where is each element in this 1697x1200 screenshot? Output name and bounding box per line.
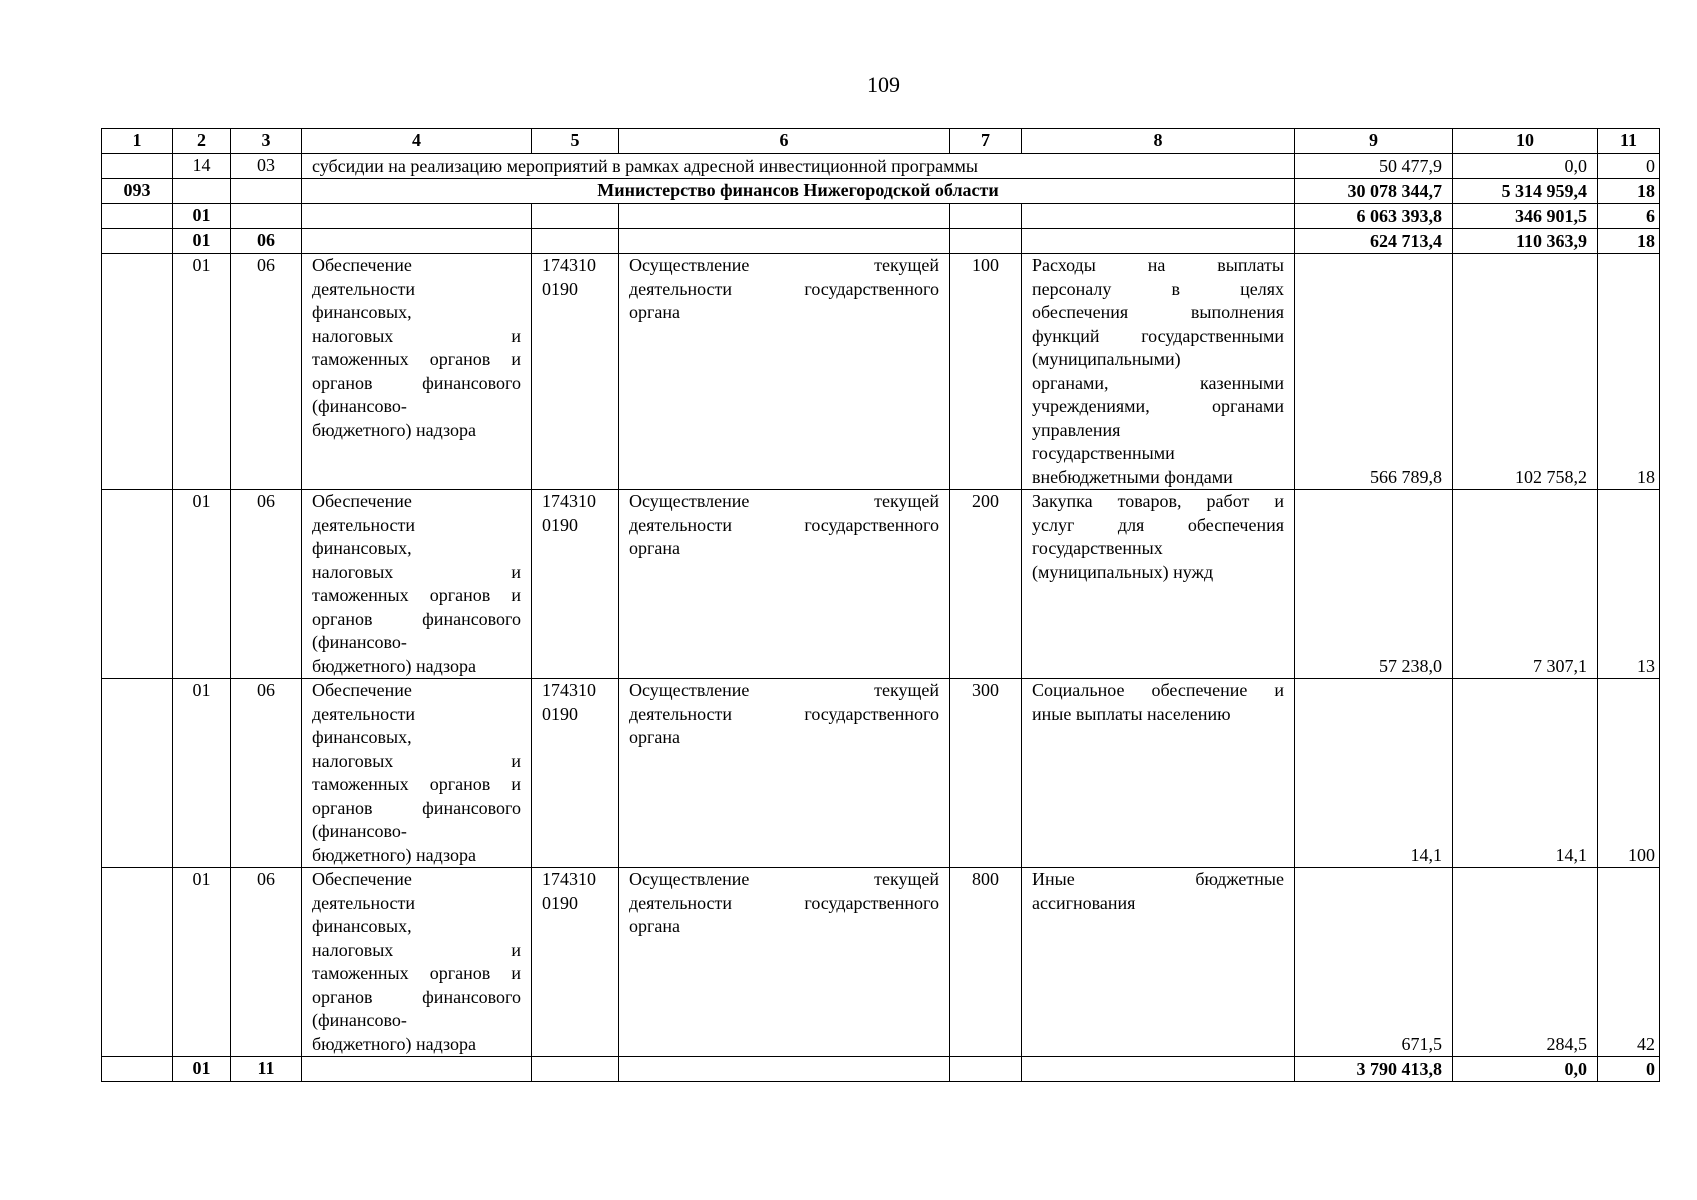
cell-amount-actual: 110 363,9 [1453, 229, 1598, 254]
text-line: Осуществление текущей [629, 869, 939, 889]
cell-amount-actual: 0,0 [1453, 154, 1598, 179]
cell-expense-description [1022, 868, 1295, 1057]
header-row [102, 129, 1660, 154]
cell-percent: 6 [1598, 204, 1660, 229]
column-header: 10 [1453, 129, 1598, 154]
cell-amount-actual: 0,0 [1453, 1057, 1598, 1082]
text-line: (финансово- [312, 396, 407, 416]
text-line: органов финансового [312, 797, 521, 818]
cell [173, 179, 231, 204]
table-row-subsection-0106 [102, 229, 1660, 254]
text-line: органа [629, 302, 680, 322]
cell-description: субсидии на реализацию мероприятий в рамках адресной инвестиционной программы [302, 154, 1295, 179]
cell-section: 01 [173, 204, 231, 229]
cell-activity [619, 490, 950, 679]
text-line: таможенных органов и [312, 774, 521, 794]
text-line: 0190 [542, 892, 578, 913]
text-line: иные выплаты населению [1032, 703, 1231, 724]
cell-percent: 18 [1598, 254, 1660, 490]
text-line: Обеспечение [312, 255, 412, 275]
cell [102, 154, 173, 179]
cell [302, 204, 532, 229]
cell-amount-actual: 14,1 [1453, 679, 1598, 868]
cell-subsection: 06 [231, 254, 302, 490]
text-line: таможенных органов и [312, 963, 521, 983]
cell [950, 1057, 1022, 1082]
table-row-ministry [102, 179, 1660, 204]
text-line: Закупка товаров, работ и [1032, 491, 1284, 511]
cell-amount-actual: 346 901,5 [1453, 204, 1598, 229]
cell-expense-type: 100 [950, 254, 1022, 490]
column-header: 6 [619, 129, 950, 154]
text-line: услуг для обеспечения [1032, 514, 1284, 535]
column-header: 4 [302, 129, 532, 154]
cell-amount-plan: 57 238,0 [1295, 490, 1453, 679]
cell [231, 204, 302, 229]
cell-subsection: 11 [231, 1057, 302, 1082]
cell [102, 679, 173, 868]
cell-subsection: 06 [231, 868, 302, 1057]
cell [1022, 229, 1295, 254]
table-row-subsidy [102, 154, 1660, 179]
cell-expense-description [1022, 490, 1295, 679]
text-line: функций государственными [1032, 325, 1284, 346]
cell-ministry-name: Министерство финансов Нижегородской области [302, 179, 1295, 204]
cell-activity [619, 679, 950, 868]
cell [302, 1057, 532, 1082]
text-line: персоналу в целях [1032, 278, 1284, 299]
cell-amount-plan: 6 063 393,8 [1295, 204, 1453, 229]
column-header: 7 [950, 129, 1022, 154]
text-line: Осуществление текущей [629, 255, 939, 275]
cell-subsection: 06 [231, 490, 302, 679]
cell [102, 490, 173, 679]
text-line: деятельности государственного [629, 703, 939, 724]
text-line: органа [629, 916, 680, 936]
text-line: 174310 [542, 680, 596, 700]
text-line: органами, казенными [1032, 372, 1284, 393]
text-line: бюджетного) надзора [312, 1033, 476, 1054]
column-header: 2 [173, 129, 231, 154]
cell-purpose [302, 868, 532, 1057]
text-line: (муниципальных) нужд [1032, 561, 1214, 582]
text-line: Иные бюджетные [1032, 869, 1284, 889]
text-line: деятельности [312, 278, 416, 299]
cell-activity [619, 868, 950, 1057]
cell-target-code [532, 868, 619, 1057]
cell-expense-description [1022, 679, 1295, 868]
cell-target-code [532, 679, 619, 868]
cell [950, 204, 1022, 229]
cell-percent: 18 [1598, 229, 1660, 254]
budget-table [101, 128, 1660, 1082]
cell-amount-plan: 566 789,8 [1295, 254, 1453, 490]
column-header: 1 [102, 129, 173, 154]
text-line: 0190 [542, 278, 578, 299]
cell-section: 01 [173, 868, 231, 1057]
text-line: деятельности государственного [629, 514, 939, 535]
cell [619, 1057, 950, 1082]
text-line: Обеспечение [312, 491, 412, 511]
cell-expense-type: 800 [950, 868, 1022, 1057]
cell [1022, 1057, 1295, 1082]
column-header: 9 [1295, 129, 1453, 154]
cell-amount-plan: 671,5 [1295, 868, 1453, 1057]
text-line: деятельности [312, 892, 416, 913]
text-line: органа [629, 727, 680, 747]
text-line: 174310 [542, 869, 596, 889]
text-line: (финансово- [312, 1010, 407, 1030]
cell-purpose [302, 679, 532, 868]
text-line: учреждениями, органами [1032, 396, 1284, 416]
text-line: таможенных органов и [312, 585, 521, 605]
text-line: (финансово- [312, 632, 407, 652]
cell [532, 204, 619, 229]
text-line: финансовых, [312, 538, 412, 558]
text-line: деятельности государственного [629, 892, 939, 913]
cell-amount-actual: 7 307,1 [1453, 490, 1598, 679]
cell [302, 229, 532, 254]
cell [102, 1057, 173, 1082]
cell-amount-actual: 102 758,2 [1453, 254, 1598, 490]
cell-activity [619, 254, 950, 490]
table-row-section-01 [102, 204, 1660, 229]
text-line: Расходы на выплаты [1032, 255, 1284, 275]
text-line: финансовых, [312, 302, 412, 322]
text-line: Обеспечение [312, 680, 412, 700]
text-line: бюджетного) надзора [312, 844, 476, 865]
cell-expense-type: 200 [950, 490, 1022, 679]
cell-amount-plan: 50 477,9 [1295, 154, 1453, 179]
text-line: государственных [1032, 538, 1163, 558]
cell-percent: 13 [1598, 490, 1660, 679]
text-line: 0190 [542, 703, 578, 724]
cell [102, 254, 173, 490]
text-line: бюджетного) надзора [312, 419, 476, 440]
text-line: (финансово- [312, 821, 407, 841]
text-line: бюджетного) надзора [312, 655, 476, 676]
text-line: Обеспечение [312, 869, 412, 889]
cell [950, 229, 1022, 254]
table-row-detail [102, 679, 1660, 868]
text-line: 174310 [542, 255, 596, 275]
table-row-subsection-0111 [102, 1057, 1660, 1082]
column-header: 8 [1022, 129, 1295, 154]
cell [1022, 204, 1295, 229]
table-row-detail [102, 254, 1660, 490]
cell-section: 01 [173, 229, 231, 254]
column-header: 3 [231, 129, 302, 154]
cell-amount-actual: 5 314 959,4 [1453, 179, 1598, 204]
cell [532, 229, 619, 254]
text-line: финансовых, [312, 727, 412, 747]
cell-percent: 0 [1598, 154, 1660, 179]
text-line: органов финансового [312, 608, 521, 629]
text-line: налоговых и [312, 561, 521, 582]
cell-amount-actual: 284,5 [1453, 868, 1598, 1057]
cell-expense-type: 300 [950, 679, 1022, 868]
cell [231, 179, 302, 204]
text-line: органа [629, 538, 680, 558]
cell-percent: 100 [1598, 679, 1660, 868]
text-line: государственными [1032, 443, 1175, 463]
text-line: органов финансового [312, 372, 521, 393]
text-line: деятельности государственного [629, 278, 939, 299]
cell [102, 229, 173, 254]
text-line: 174310 [542, 491, 596, 511]
cell-amount-plan: 14,1 [1295, 679, 1453, 868]
text-line: ассигнования [1032, 892, 1136, 913]
cell-section: 14 [173, 154, 231, 179]
cell-section: 01 [173, 254, 231, 490]
text-line: таможенных органов и [312, 349, 521, 369]
table-row-detail [102, 490, 1660, 679]
text-line: (муниципальными) [1032, 349, 1181, 369]
cell-percent: 18 [1598, 179, 1660, 204]
cell-purpose [302, 490, 532, 679]
column-header: 5 [532, 129, 619, 154]
text-line: Осуществление текущей [629, 680, 939, 700]
cell-expense-description [1022, 254, 1295, 490]
text-line: налоговых и [312, 750, 521, 771]
text-line: обеспечения выполнения [1032, 302, 1284, 322]
cell [102, 204, 173, 229]
column-header: 11 [1598, 129, 1660, 154]
cell [619, 229, 950, 254]
cell-amount-plan: 30 078 344,7 [1295, 179, 1453, 204]
cell-subsection: 06 [231, 679, 302, 868]
text-line: налоговых и [312, 325, 521, 346]
cell [619, 204, 950, 229]
text-line: деятельности [312, 514, 416, 535]
cell-target-code [532, 490, 619, 679]
cell [102, 868, 173, 1057]
cell-code: 093 [102, 179, 173, 204]
cell-percent: 0 [1598, 1057, 1660, 1082]
cell-amount-plan: 3 790 413,8 [1295, 1057, 1453, 1082]
page-number: 109 [867, 72, 900, 97]
text-line: управления [1032, 419, 1121, 440]
cell-purpose [302, 254, 532, 490]
text-line: налоговых и [312, 939, 521, 960]
text-line: финансовых, [312, 916, 412, 936]
cell-section: 01 [173, 679, 231, 868]
cell-section: 01 [173, 490, 231, 679]
text-line: деятельности [312, 703, 416, 724]
table-row-detail [102, 868, 1660, 1057]
text-line: Осуществление текущей [629, 491, 939, 511]
cell-amount-plan: 624 713,4 [1295, 229, 1453, 254]
cell-subsection: 03 [231, 154, 302, 179]
text-line: органов финансового [312, 986, 521, 1007]
cell-section: 01 [173, 1057, 231, 1082]
text-line: 0190 [542, 514, 578, 535]
cell-target-code [532, 254, 619, 490]
text-line: внебюджетными фондами [1032, 466, 1233, 487]
cell-percent: 42 [1598, 868, 1660, 1057]
cell [532, 1057, 619, 1082]
text-line: Социальное обеспечение и [1032, 680, 1284, 700]
cell-subsection: 06 [231, 229, 302, 254]
